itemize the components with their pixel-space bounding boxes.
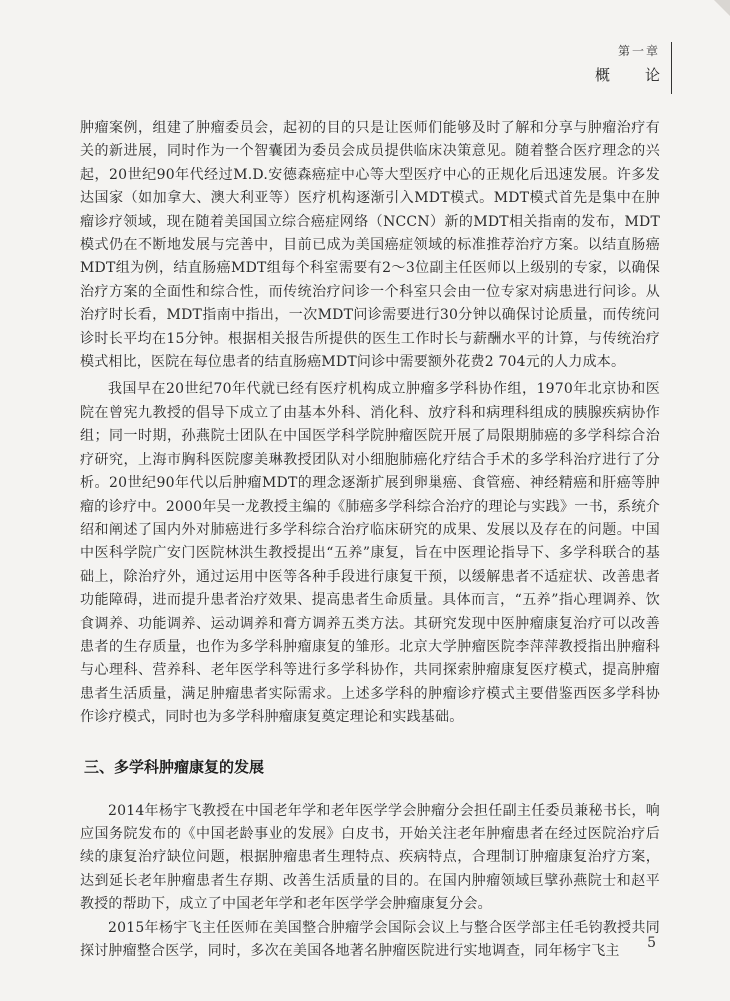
- page-number: 5: [647, 935, 656, 951]
- page-body: [80, 117, 660, 963]
- body-paragraph: 我国早在20世纪70年代就已经有医疗机构成立肿瘤多学科协作组，1970年北京协和医院在曾宪九教授的倡导下成立了由基本外科、消化科、放疗科和病理科组成的胰腺疾病协作组；同一时期，孙燕院士团队在中国医学科学院肿瘤医院开展了局限期肺癌的多学科综合治疗研究，上海市胸科医院廖美琳教授团队对小细胞肺癌化疗结合手术的多学科治疗进行了分析。20世纪90年代以后肿瘤MDT的理念逐渐扩展到卵巢癌、食管癌、神经精癌和肝癌等肿瘤的诊疗中。2000年吴一龙教授主编的《肺癌多学科综合治疗的理论与实践》一书，系统介绍和阐述了国内外对肺癌进行多学科综合治疗临床研究的成果、发展以及存在的问题。中国中医科学院广安门医院林洪生教授提出“五养”康复，旨在中医理论指导下、多学科联合的基础上，除治疗外，通过运用中医等各种手段进行康复干预，以缓解患者不适症状、改善患者功能障碍，进而提升患者治疗效果、提高患者生命质量。具体而言，“五养”指心理调养、饮食调养、功能调养、运动调养和膏方调养五类方法。其研究发现中医肿瘤康复治疗可以改善患者的生存质量，也作为多学科肿瘤康复的雏形。北京大学肿瘤医院李萍萍教授指出肿瘤科与心理科、营养科、老年医学科等进行多学科协作，共同探索肿瘤康复医疗模式，提高肿瘤患者生活质量，满足肿瘤患者实际需求。上述多学科的肿瘤诊疗模式主要借鉴西医多学科协作诊疗模式，同时也为多学科肿瘤康复奠定理论和实践基础。: [80, 381, 660, 726]
- header-divider: [671, 42, 672, 94]
- section-heading: 三、多学科肿瘤康复的发展: [84, 757, 265, 776]
- page-corner-fold: [714, 0, 730, 16]
- body-paragraph: 肿瘤案例，组建了肿瘤委员会，起初的目的只是让医师们能够及时了解和分享与肿瘤治疗有关的新进展，同时作为一个智囊团为委员会成员提供临床决策意见。随着整合医疗理念的兴起，20世纪90年代经过M.D.安德森癌症中心等大型医疗中心的正规化后迅速发展。许多发达国家（如加拿大、澳大利亚等）医疗机构逐渐引入MDT模式。MDT模式首先是集中在肿瘤诊疗领域，现在随着美国国立综合癌症网络（NCCN）新的MDT相关指南的发布，MDT模式仍在不断地发展与完善中，目前已成为美国癌症领域的标准推荐治疗方案。以结直肠癌MDT组为例，结直肠癌MDT组每个科室需要有2～3位副主任医师以上级别的专家，以确保治疗方案的全面性和综合性，而传统治疗问诊一个科室只会由一位专家对病患进行问诊。从治疗时长看，MDT指南中指出，一次MDT问诊需要进行30分钟以确保讨论质量，而传统问诊时长平均在15分钟。根据相关报告所提供的医生工作时长与薪酬水平的计算，与传统治疗模式相比，医院在每位患者的结直肠癌MDT问诊中需要额外花费2 704元的人力成本。: [80, 120, 660, 371]
- chapter-label: 第一章: [617, 44, 660, 58]
- body-paragraph: 2014年杨宇飞教授在中国老年学和老年医学学会肿瘤分会担任副主任委员兼秘书长，响应国务院发布的《中国老龄事业的发展》白皮书，开始关注老年肿瘤患者在经过医院治疗后续的康复治疗缺位问题，根据肿瘤患者生理特点、疾病特点，合理制订肿瘤康复治疗方案，达到延长老年肿瘤患者生存期、改善生活质量的目的。在国内肿瘤领域巨擘孙燕院士和赵平教授的帮助下，成立了中国老年学和老年医学学会肿瘤康复分会。: [80, 802, 660, 913]
- section-label: 概 论: [594, 66, 670, 84]
- running-header: [540, 42, 670, 86]
- body-paragraph: 2015年杨宇飞主任医师在美国整合肿瘤学会国际会议上与整合医学部主任毛钧教授共同探讨肿瘤整合医学，同时，多次在美国各地著名肿瘤医院进行实地调查，同年杨宇飞主: [80, 919, 660, 959]
